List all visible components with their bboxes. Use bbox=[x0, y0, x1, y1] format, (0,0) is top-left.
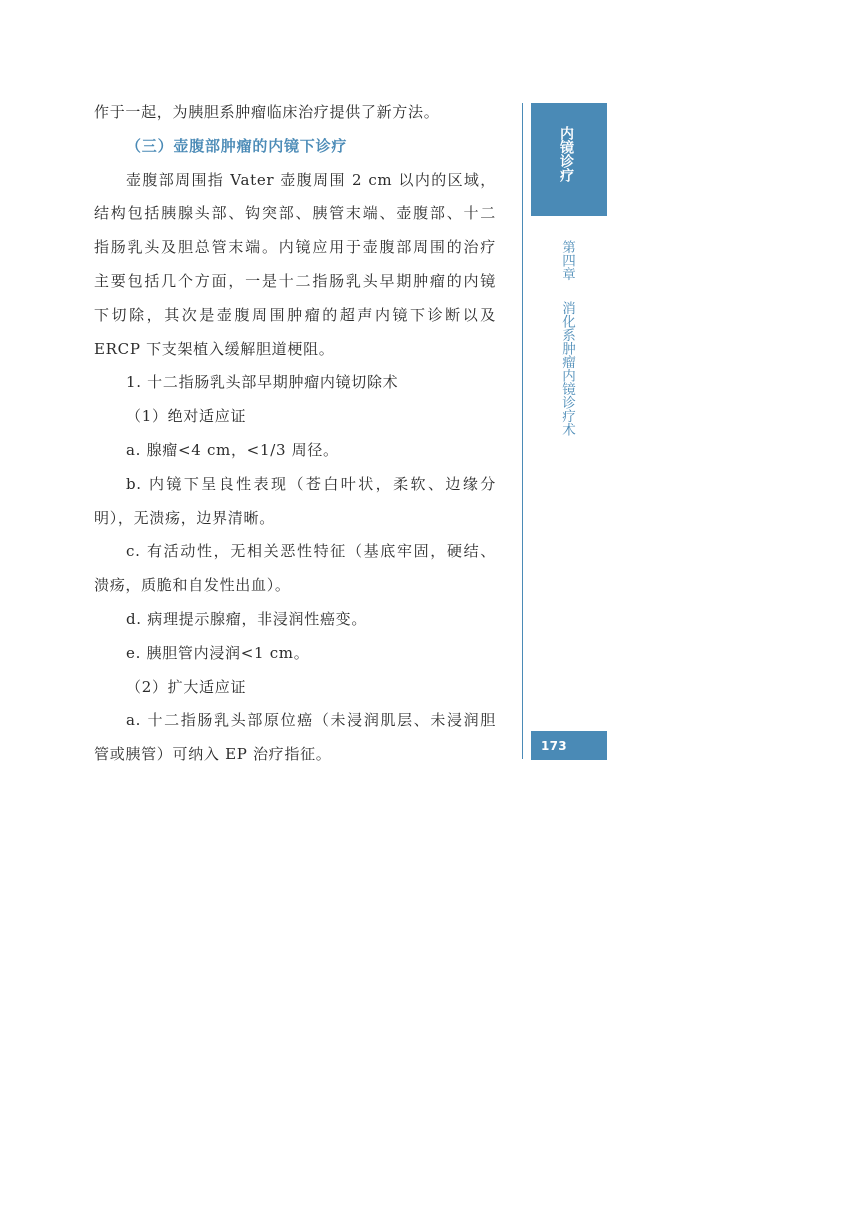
subsection-heading: 1. 十二指肠乳头部早期肿瘤内镜切除术 bbox=[126, 373, 399, 392]
paragraph-line: ERCP 下支架植入缓解胆道梗阻。 bbox=[94, 339, 335, 358]
list-item: e. 胰胆管内浸润<1 cm。 bbox=[126, 643, 310, 662]
main-text bbox=[94, 96, 496, 772]
section-tab-label: 内镜诊疗 bbox=[558, 126, 574, 182]
section-heading: （三）壶腹部肿瘤的内镜下诊疗 bbox=[126, 136, 348, 155]
list-item-continuation: 明），无溃疡，边界清晰。 bbox=[94, 508, 275, 527]
paragraph-line: 主要包括几个方面，一是十二指肠乳头早期肿瘤的内镜 bbox=[94, 271, 496, 290]
paragraph-line: 下切除，其次是壶腹周围肿瘤的超声内镜下诊断以及 bbox=[94, 305, 496, 324]
list-heading: （1）绝对适应证 bbox=[126, 407, 247, 426]
list-heading: （2）扩大适应证 bbox=[126, 677, 247, 696]
chapter-number: 第四章 bbox=[559, 240, 575, 281]
list-item-continuation: 管或胰管）可纳入 EP 治疗指征。 bbox=[94, 745, 332, 764]
paragraph-line: 结构包括胰腺头部、钩突部、胰管末端、壶腹部、十二 bbox=[94, 204, 496, 223]
margin-divider bbox=[522, 103, 523, 759]
page-number: 173 bbox=[541, 739, 567, 753]
list-item-continuation: 溃疡，质脆和自发性出血）。 bbox=[94, 576, 291, 595]
list-item: c. 有活动性，无相关恶性特征（基底牢固，硬结、 bbox=[126, 542, 496, 561]
list-item: d. 病理提示腺瘤，非浸润性癌变。 bbox=[126, 609, 368, 628]
text-line: 作于一起，为胰胆系肿瘤临床治疗提供了新方法。 bbox=[94, 103, 440, 121]
list-item: a. 腺瘤<4 cm，<1/3 周径。 bbox=[126, 440, 339, 459]
list-item: b. 内镜下呈良性表现（苍白叶状，柔软、边缘分 bbox=[126, 474, 496, 493]
chapter-title: 消化系肿瘤内镜诊疗术 bbox=[559, 301, 575, 436]
list-item: a. 十二指肠乳头部原位癌（未浸润肌层、未浸润胆 bbox=[126, 711, 496, 730]
paragraph-line: 指肠乳头及胆总管末端。内镜应用于壶腹部周围的治疗 bbox=[94, 238, 496, 257]
paragraph-line: 壶腹部周围指 Vater 壶腹周围 2 cm 以内的区域， bbox=[126, 170, 496, 189]
